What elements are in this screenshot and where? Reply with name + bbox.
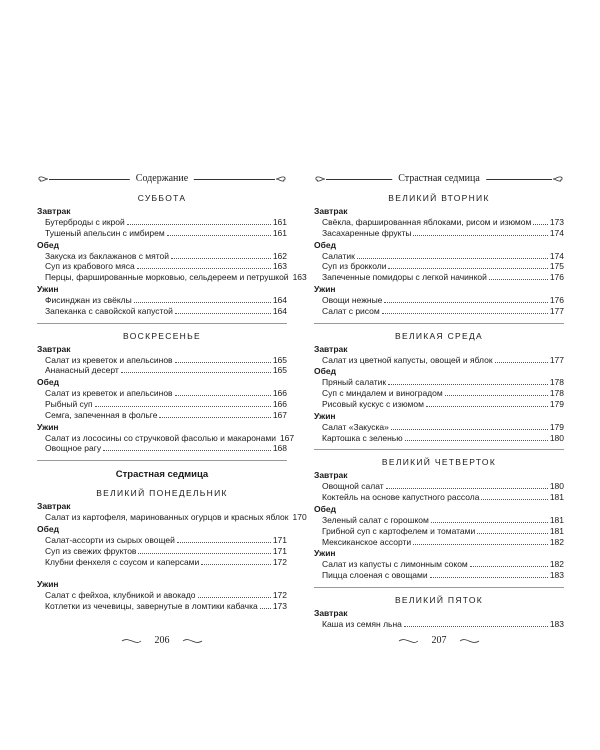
entry-page: 164 [272, 294, 287, 305]
entry-page: 176 [549, 294, 564, 305]
section-divider [314, 449, 564, 450]
leader-dots [175, 306, 271, 314]
toc-entry[interactable] [314, 251, 564, 262]
leader-dots [386, 481, 548, 489]
page-footer-right [314, 634, 564, 648]
entry-title: Рыбный суп [45, 398, 93, 409]
toc-entry[interactable] [314, 399, 564, 410]
meal-heading: Завтрак [37, 206, 71, 216]
leader-dots [495, 355, 548, 363]
toc-entry[interactable] [37, 546, 287, 557]
entry-title: Рисовый кускус с изюмом [322, 398, 424, 409]
leader-dots [431, 515, 548, 523]
entry-page: 166 [272, 398, 287, 409]
toc-entry[interactable] [37, 557, 287, 568]
entry-page: 179 [549, 398, 564, 409]
toc-entry[interactable] [37, 432, 295, 444]
section-title: ВЕЛИКИЙ ЧЕТВЕРТОК [381, 457, 497, 468]
leader-dots [201, 557, 271, 565]
page-footer-left [37, 634, 287, 648]
meal-heading: Завтрак [314, 470, 348, 481]
ornament-right-icon [552, 173, 564, 185]
entry-title: Закуска из баклажанов с мятой [45, 250, 170, 261]
toc-entry[interactable] [314, 570, 564, 581]
entry-page: 178 [549, 388, 564, 399]
entry-title: Суп с миндалем и виноградом [322, 388, 443, 399]
leader-dots [388, 261, 547, 269]
leader-dots [177, 535, 271, 543]
entry-title: Пряный салатик [322, 377, 387, 388]
toc-entry[interactable] [314, 433, 564, 444]
entry-title: Салат-ассорти из сырых овощей [45, 534, 175, 545]
section-divider [314, 323, 564, 324]
leader-dots [477, 526, 548, 534]
entry-title: Мексиканское ассорти [322, 536, 412, 547]
entry-title: Салат с фейхоа, клубникой и авокадо [45, 590, 196, 601]
toc-entry[interactable] [314, 217, 564, 228]
entry-title: Салат «Закуска» [322, 421, 389, 432]
toc-entry[interactable] [37, 535, 287, 546]
entry-page: 174 [549, 250, 564, 261]
entry-title: Семга, запеченная в фольге [45, 409, 158, 420]
entry-page: 171 [272, 545, 287, 556]
entry-title: Ананасный десерт [45, 365, 119, 376]
entry-title: Салат из капусты с лимонным соком [322, 559, 468, 570]
section-holy-wednesday [314, 331, 564, 444]
entry-title: Салат с рисом [322, 305, 380, 316]
section-title: ВЕЛИКИЙ ПОНЕДЕЛЬНИК [96, 488, 228, 499]
leader-dots [470, 559, 548, 567]
right-page [314, 172, 564, 630]
toc-entry[interactable] [314, 619, 564, 630]
entry-page: 161 [272, 217, 287, 227]
entry-page: 182 [549, 559, 564, 570]
section-divider [314, 587, 564, 588]
toc-entry[interactable] [37, 228, 287, 239]
header-title: Страстная седмица [392, 172, 486, 186]
toc-entry[interactable] [314, 306, 564, 317]
entry-title: Зеленый салат с горошком [322, 514, 429, 525]
toc-entry[interactable] [314, 295, 564, 306]
leader-dots [95, 399, 271, 407]
toc-entry[interactable] [37, 388, 287, 399]
entry-title: Салат из цветной капусты, овощей и яблок [322, 354, 493, 365]
leader-dots [121, 365, 271, 373]
section-holy-friday [314, 595, 564, 630]
page-number: 206 [154, 635, 170, 646]
entry-title: Овощное рагу [45, 443, 102, 454]
running-header-left [37, 172, 287, 186]
header-title: Содержание [130, 172, 194, 186]
entry-title: Каша из семян льна [322, 618, 402, 629]
entry-page: 182 [549, 536, 564, 547]
toc-entry[interactable] [314, 481, 564, 492]
entry-page: 180 [549, 432, 564, 443]
entry-page: 162 [272, 250, 287, 261]
toc-entry[interactable] [37, 306, 287, 317]
entry-page: 167 [272, 409, 287, 420]
entry-title: Котлетки из чечевицы, завернутые в ломтики кабачка [45, 601, 258, 612]
leader-dots [137, 261, 271, 269]
entry-title: Пицца слоеная с овощами [322, 570, 428, 581]
ornament-right-icon [275, 173, 287, 185]
entry-title: Салат из картофеля, маринованных огурцов и красных яблок [45, 512, 289, 523]
section-holy-tuesday [314, 193, 564, 317]
entry-page: 181 [549, 492, 564, 503]
meal-heading: Ужин [314, 410, 336, 421]
toc-entry[interactable] [314, 422, 564, 433]
toc-entry[interactable] [37, 355, 287, 366]
running-header-right [314, 172, 564, 186]
meal-heading: Обед [37, 523, 59, 534]
meal-heading: Обед [37, 239, 59, 250]
entry-page: 172 [272, 556, 287, 567]
leader-dots [198, 590, 271, 598]
toc-entry[interactable] [37, 512, 307, 523]
section-title: ВЕЛИКИЙ ПЯТОК [394, 594, 484, 605]
toc-entry[interactable] [37, 261, 287, 272]
toc-entry[interactable] [314, 272, 564, 283]
entry-page: 183 [549, 618, 564, 629]
meal-heading: Завтрак [37, 343, 71, 354]
entry-page: 163 [292, 272, 307, 283]
leader-dots [103, 443, 271, 451]
meal-heading: Обед [314, 366, 336, 377]
toc-entry[interactable] [37, 590, 287, 601]
leader-dots [413, 537, 548, 545]
entry-title: Клубни фенхеля с соусом и каперсами [45, 556, 200, 567]
page-number: 207 [431, 635, 447, 646]
entry-title: Овощи нежные [322, 294, 383, 305]
toc-entry[interactable] [37, 251, 287, 262]
ornament-left-icon [37, 173, 49, 185]
entry-page: 177 [549, 305, 564, 316]
entry-title: Салатик [322, 250, 355, 261]
section-title: ВЕЛИКАЯ СРЕДА [395, 330, 483, 341]
entry-page: 178 [549, 377, 564, 388]
toc-entry[interactable] [37, 272, 307, 283]
section-saturday [37, 193, 307, 317]
entry-title: Тушеный апельсин с имбирем [45, 227, 165, 238]
leader-dots [138, 546, 270, 554]
entry-page: 163 [272, 261, 287, 272]
part-title: Страстная седмица [115, 469, 209, 481]
entry-title: Грибной суп с картофелем и томатами [322, 525, 476, 536]
entry-page: 164 [272, 305, 287, 316]
leader-dots [388, 377, 548, 385]
entry-page: 176 [549, 272, 564, 283]
meal-heading: Ужин [37, 421, 59, 432]
toc-entry[interactable] [314, 388, 564, 399]
leader-dots [481, 492, 547, 500]
section-title: ВЕЛИКИЙ ВТОРНИК [388, 193, 490, 203]
leader-dots [175, 388, 271, 396]
meal-heading: Ужин [37, 283, 59, 294]
leader-dots [426, 399, 548, 407]
leader-dots [445, 388, 548, 396]
toc-entry[interactable] [314, 559, 564, 570]
entry-title: Суп из свежих фруктов [45, 545, 137, 556]
entry-title: Салат из креветок и апельсинов [45, 354, 173, 365]
entry-title: Коктейль на основе капустного рассола [322, 492, 480, 503]
section-sunday [37, 330, 295, 455]
toc-entry[interactable] [37, 443, 287, 454]
toc-entry[interactable] [314, 492, 564, 503]
entry-page: 165 [272, 365, 287, 376]
meal-heading: Ужин [314, 283, 336, 294]
entry-page: 165 [272, 354, 287, 365]
toc-entry[interactable] [314, 515, 564, 526]
entry-page: 173 [549, 217, 564, 227]
entry-page: 177 [549, 354, 564, 365]
section-title: СУББОТА [137, 193, 187, 203]
entry-title: Запеченные помидоры с легкой начинкой [322, 272, 487, 283]
meal-heading: Обед [314, 239, 336, 250]
section-divider [37, 460, 287, 461]
entry-title: Суп из брокколи [322, 261, 387, 272]
meal-heading: Обед [314, 503, 336, 514]
meal-heading: Завтрак [314, 206, 348, 216]
entry-page: 180 [549, 481, 564, 492]
leader-dots [167, 228, 271, 236]
toc-entry[interactable] [37, 399, 287, 410]
leader-dots [404, 619, 548, 627]
leader-dots [391, 422, 548, 430]
entry-page: 183 [549, 570, 564, 581]
leader-dots [413, 228, 547, 236]
entry-page: 172 [272, 590, 287, 601]
entry-title: Фисинджан из свёклы [45, 294, 132, 305]
leader-dots [384, 295, 547, 303]
meal-heading: Завтрак [314, 607, 348, 618]
toc-entry[interactable] [314, 526, 564, 537]
toc-entry[interactable] [314, 228, 564, 239]
meal-heading: Ужин [37, 579, 59, 590]
entry-page: 174 [549, 227, 564, 238]
ornament-left-icon [314, 173, 326, 185]
toc-entry[interactable] [314, 377, 564, 388]
leader-dots [171, 251, 271, 259]
section-title: ВОСКРЕСЕНЬЕ [123, 330, 201, 341]
leader-dots [127, 217, 271, 225]
toc-entry[interactable] [37, 217, 287, 228]
section-holy-monday [37, 488, 307, 612]
entry-page: 161 [272, 227, 287, 238]
section-holy-thursday [314, 457, 564, 581]
entry-page: 179 [549, 421, 564, 432]
leader-dots [134, 295, 271, 303]
entry-title: Засахаренные фрукты [322, 227, 412, 238]
leader-dots [382, 306, 548, 314]
toc-entry[interactable] [37, 365, 287, 376]
leader-dots [489, 272, 548, 280]
entry-title: Картошка с зеленью [322, 432, 403, 443]
entry-page: 167 [279, 432, 295, 443]
toc-entry[interactable] [314, 537, 564, 548]
leader-dots [533, 217, 547, 225]
entry-page: 181 [549, 525, 564, 536]
meal-heading: Ужин [314, 548, 336, 559]
meal-heading: Завтрак [314, 343, 348, 354]
toc-entry[interactable] [314, 261, 564, 272]
meal-heading: Завтрак [37, 501, 71, 512]
leader-dots [159, 410, 270, 418]
entry-title: Запеканка с савойской капустой [45, 305, 173, 316]
entry-page: 173 [272, 601, 287, 612]
entry-title: Свёкла, фаршированная яблоками, рисом и изюмом [322, 217, 532, 227]
toc-entry[interactable] [37, 295, 287, 306]
leader-dots [405, 433, 548, 441]
entry-page: 175 [549, 261, 564, 272]
entry-page: 168 [272, 443, 287, 454]
leader-dots [430, 570, 548, 578]
left-page [37, 172, 307, 612]
entry-title: Бутерброды с икрой [45, 217, 125, 227]
entry-title: Овощной салат [322, 481, 384, 492]
leader-dots [260, 601, 271, 609]
section-divider [37, 323, 287, 324]
toc-entry[interactable] [37, 410, 287, 421]
entry-page: 181 [549, 514, 564, 525]
toc-entry[interactable] [314, 355, 564, 366]
entry-page: 171 [272, 534, 287, 545]
entry-page: 166 [272, 388, 287, 399]
toc-entry[interactable] [37, 601, 287, 612]
entry-title: Салат из лососины со стручковой фасолью и макаронами [45, 432, 276, 443]
leader-dots [357, 251, 548, 259]
entry-title: Суп из крабового мяса [45, 261, 135, 272]
entry-title: Перцы, фаршированные морковью, сельдереем и петрушкой [45, 272, 289, 283]
entry-page: 170 [292, 512, 307, 523]
leader-dots [175, 355, 271, 363]
meal-heading: Обед [37, 377, 59, 388]
entry-title: Салат из креветок и апельсинов [45, 388, 173, 399]
